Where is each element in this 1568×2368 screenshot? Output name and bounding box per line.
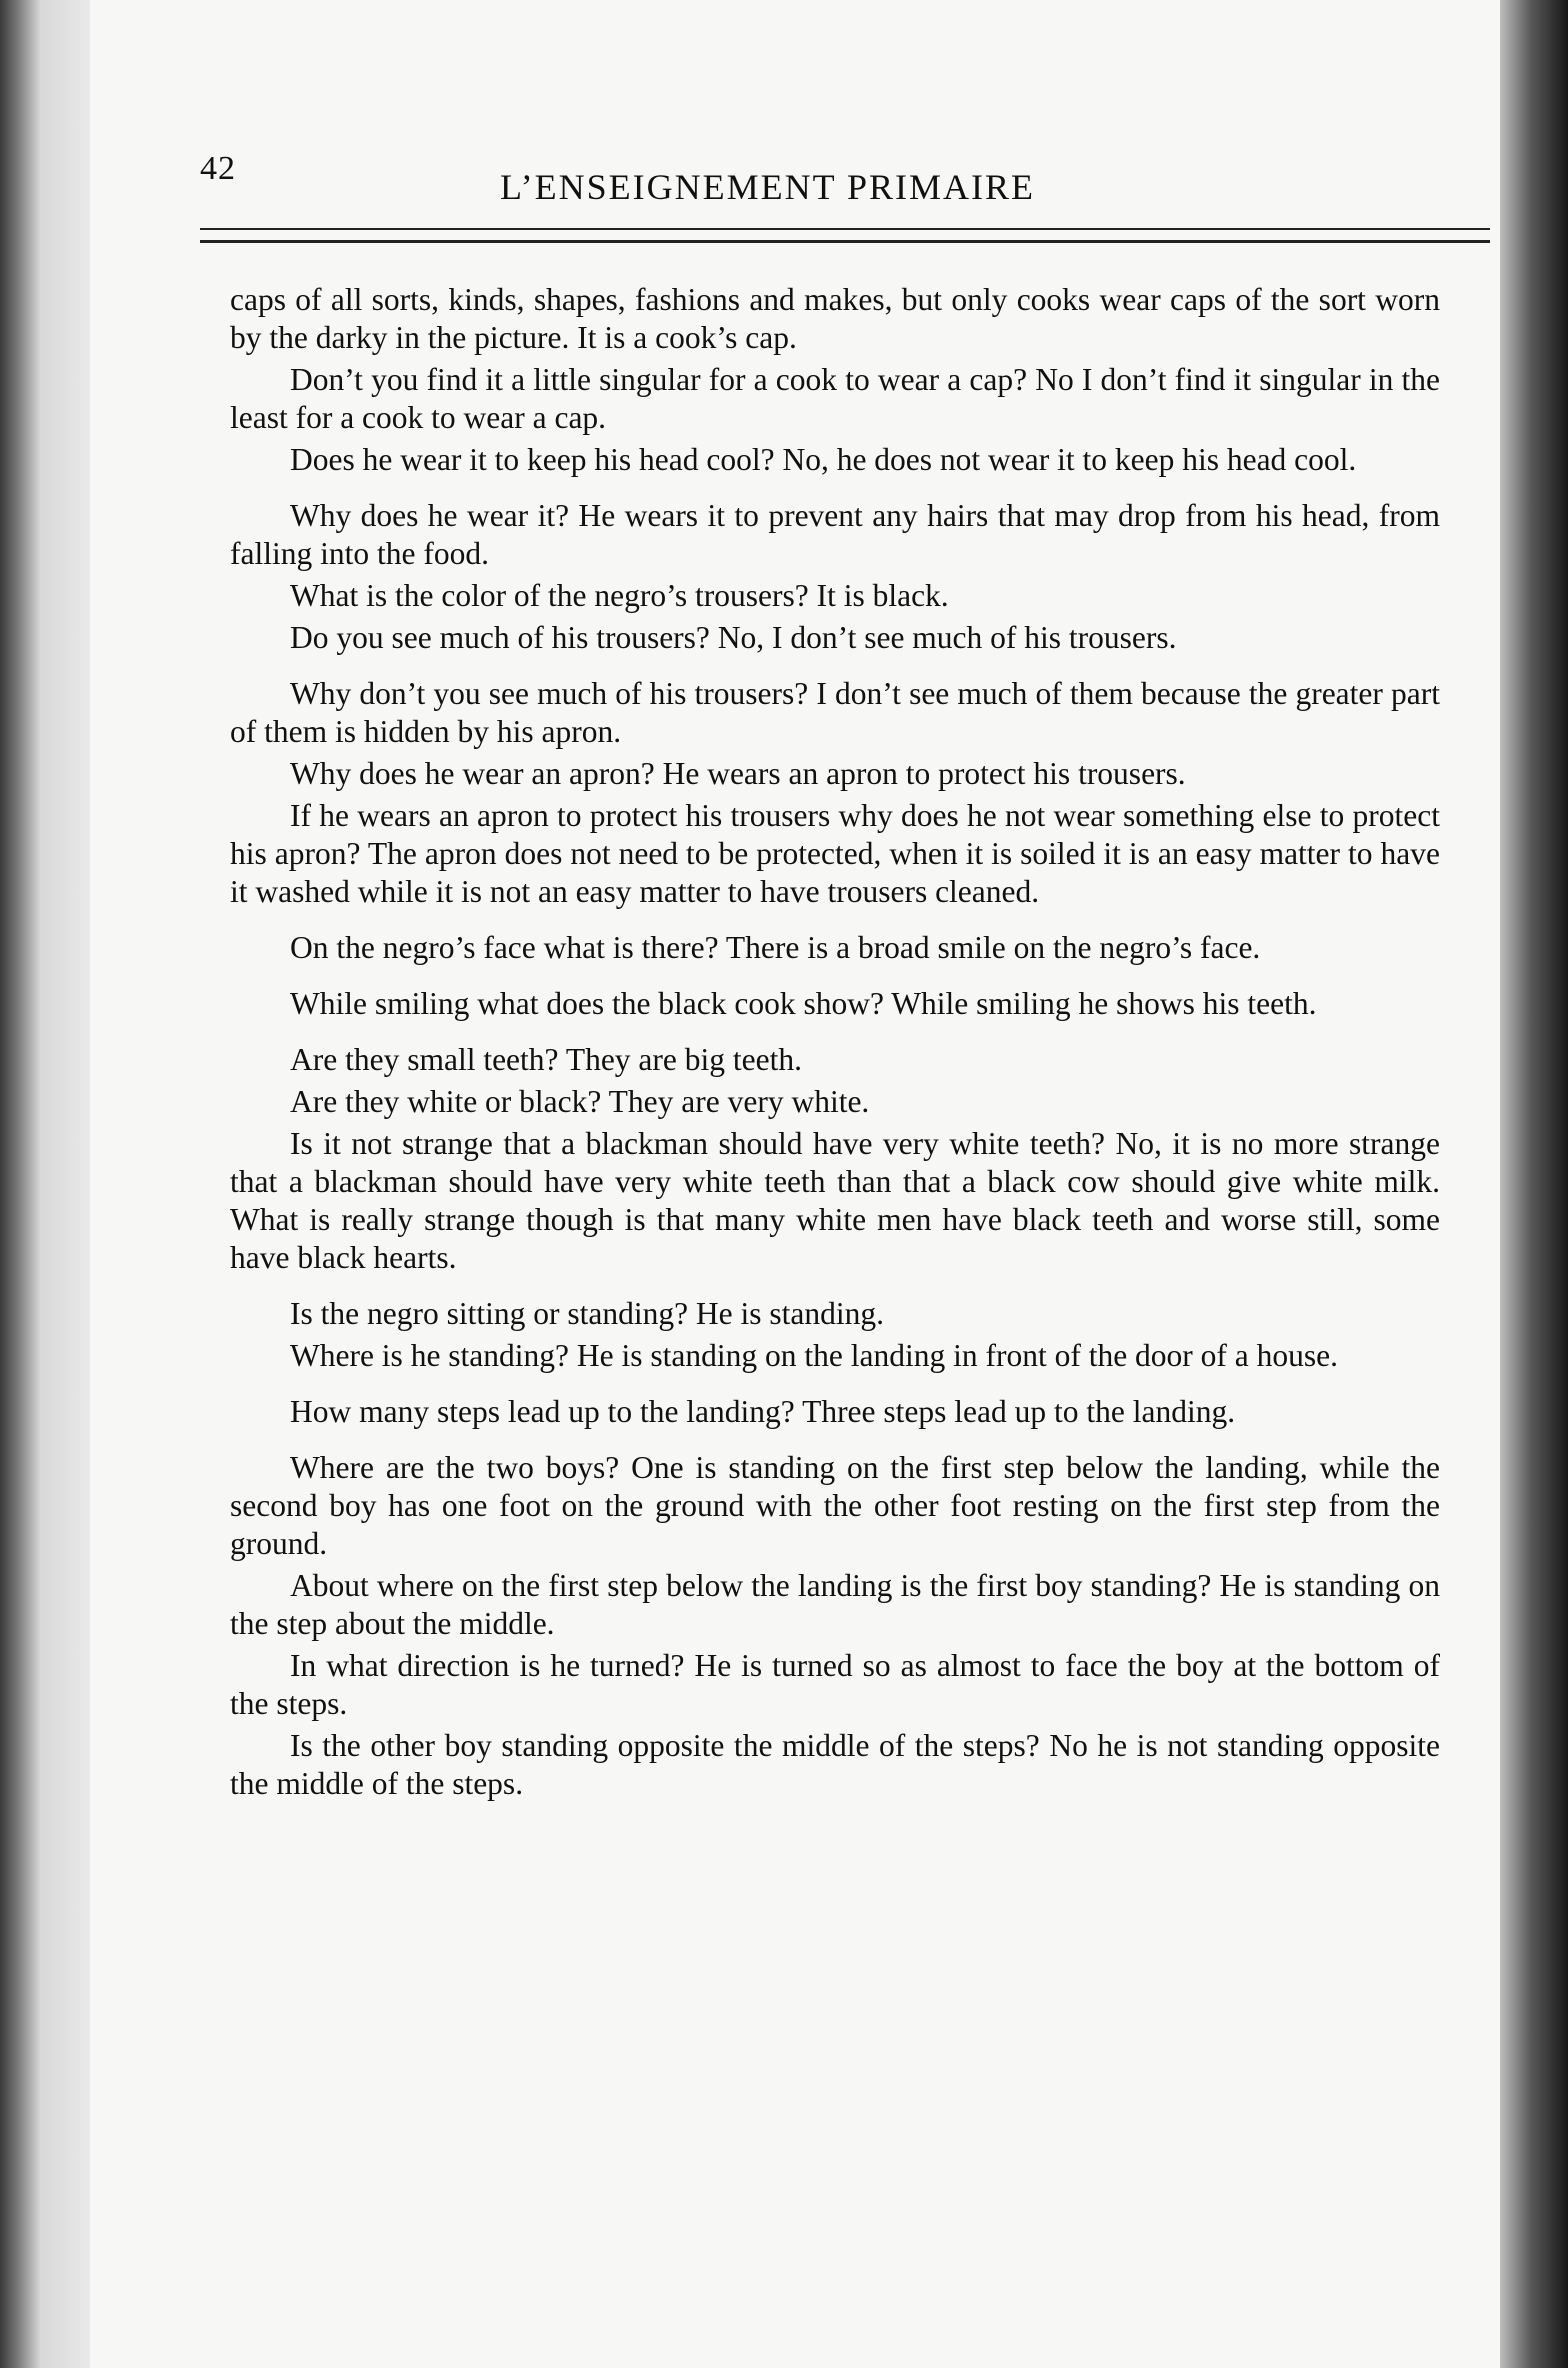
paragraph: Why does he wear it? He wears it to prevent any hairs that may drop from his head, from falling into the food. (230, 498, 1440, 571)
header-rule-double (200, 240, 1490, 243)
running-head (200, 130, 1500, 207)
paragraph: Are they small teeth? They are big teeth. (290, 1042, 802, 1077)
paragraph: Why does he wear an apron? He wears an apron to protect his trousers. (290, 756, 1186, 791)
paragraph: Are they white or black? They are very white. (290, 1084, 870, 1119)
paragraph: Does he wear it to keep his head cool? No, he does not wear it to keep his head cool. (290, 442, 1357, 477)
page-content (200, 130, 1500, 1807)
paragraph: Is it not strange that a blackman should have very white teeth? No, it is no more strange that a blackman should have very white teeth than that a black cow should give white milk. What is really strange though is that many white men have black teeth and worse still, some have black hearts. (230, 1126, 1440, 1275)
body-text (230, 281, 1440, 1803)
paragraph: Where is he standing? He is standing on the landing in front of the door of a house. (290, 1338, 1339, 1373)
paragraph: caps of all sorts, kinds, shapes, fashions and makes, but only cooks wear caps of the sort worn by the darky in the picture. It is a cook’s cap. (230, 282, 1440, 355)
paragraph: Is the other boy standing opposite the middle of the steps? No he is not standing opposite the middle of the steps. (230, 1728, 1440, 1801)
paragraph: About where on the first step below the landing is the first boy standing? He is standing on the step about the middle. (230, 1568, 1440, 1641)
paragraph: If he wears an apron to protect his trousers why does he not wear something else to protect his apron? The apron does not need to be protected, when it is soiled it is an easy matter to have it washed while it is not an easy matter to have trousers cleaned. (230, 798, 1440, 909)
page-edge-left (0, 0, 90, 2368)
header-rule (200, 228, 1490, 230)
paragraph: What is the color of the negro’s trousers? It is black. (290, 578, 949, 613)
paragraph: While smiling what does the black cook show? While smiling he shows his teeth. (290, 986, 1317, 1021)
page-title: L’ENSEIGNEMENT PRIMAIRE (500, 167, 1036, 207)
paragraph: On the negro’s face what is there? There is a broad smile on the negro’s face. (290, 930, 1261, 965)
paragraph: How many steps lead up to the landing? Three steps lead up to the landing. (290, 1394, 1236, 1429)
paragraph: Why don’t you see much of his trousers? I don’t see much of them because the greater part of them is hidden by his apron. (230, 676, 1440, 749)
paragraph: Is the negro sitting or standing? He is standing. (290, 1296, 885, 1331)
page-edge-right (1500, 0, 1568, 2368)
paragraph: In what direction is he turned? He is turned so as almost to face the boy at the bottom of the steps. (230, 1648, 1440, 1721)
paragraph: Where are the two boys? One is standing on the first step below the landing, while the second boy has one foot on the ground with the other foot resting on the first step from the ground. (230, 1450, 1440, 1561)
paragraph: Don’t you find it a little singular for a cook to wear a cap? No I don’t find it singular in the least for a cook to wear a cap. (230, 362, 1440, 435)
paragraph: Do you see much of his trousers? No, I don’t see much of his trousers. (290, 620, 1177, 655)
page-number: 42 (200, 150, 236, 187)
